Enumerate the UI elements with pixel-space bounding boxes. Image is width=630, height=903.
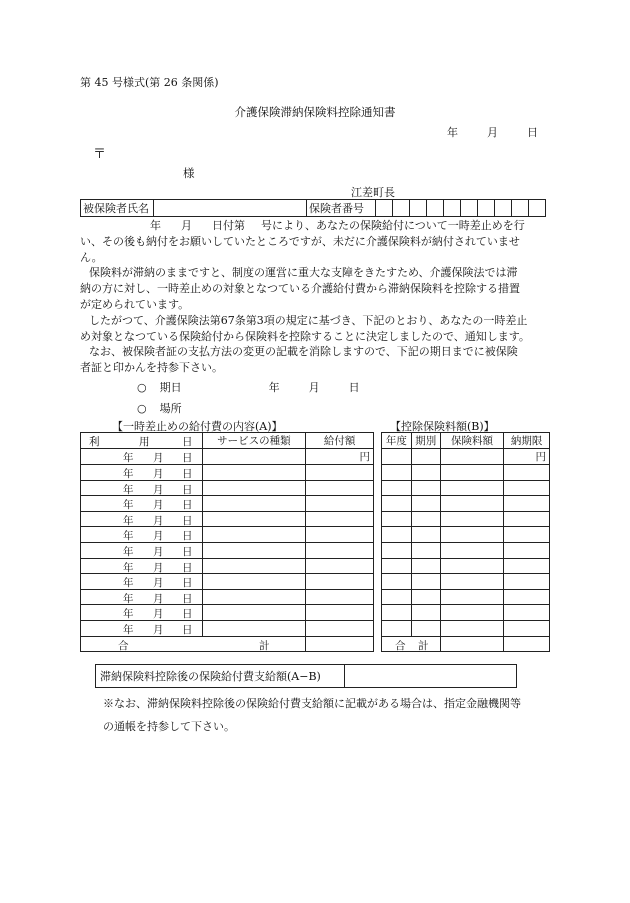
fiscal-year-cell[interactable]: [382, 558, 412, 574]
body-line: め対象となつている保険給付から保険料を控除することに決定しましたので、通知します。: [80, 329, 530, 343]
row-month: 月: [153, 577, 164, 590]
usage-date-header: [81, 433, 203, 449]
benefit-amount-cell[interactable]: [306, 511, 374, 527]
benefit-amount-cell[interactable]: [306, 465, 374, 481]
row-year: 年: [123, 530, 134, 543]
table-row: [81, 542, 374, 558]
body-line: が定められています。: [80, 297, 190, 311]
row-day: 日: [182, 545, 193, 558]
row-month: 月: [153, 452, 164, 464]
fiscal-year-cell[interactable]: [382, 465, 412, 481]
table-row: [382, 511, 550, 527]
row-year: 年: [123, 623, 134, 636]
deduction-table: [381, 432, 550, 652]
note-line: ※なお、滞納保険料控除後の保険給付費支給額に記載がある場合は、指定金融機関等: [103, 697, 521, 710]
payout-label: 滞納保険料控除後の保険給付費支給額(A−B): [96, 665, 345, 688]
total-row: [382, 636, 550, 652]
benefit-amount-cell[interactable]: [306, 496, 374, 512]
premium-amount-cell[interactable]: [440, 558, 504, 574]
period-cell[interactable]: [411, 558, 440, 574]
benefit-amount-cell[interactable]: [306, 605, 374, 621]
usage-date-cell[interactable]: [81, 465, 203, 481]
usage-date-cell[interactable]: [81, 574, 203, 590]
premium-amount-cell[interactable]: [440, 589, 504, 605]
row-year: 年: [123, 592, 134, 605]
table-row: [81, 620, 374, 636]
period-cell[interactable]: [411, 465, 440, 481]
issuer-name: 江差町長: [351, 186, 395, 199]
due-date-cell[interactable]: [504, 449, 550, 465]
service-type-cell[interactable]: [202, 449, 306, 465]
service-type-cell[interactable]: [202, 574, 306, 590]
period-cell[interactable]: [411, 542, 440, 558]
service-type-cell[interactable]: [202, 496, 306, 512]
table-row: [382, 527, 550, 543]
table-row: [81, 449, 374, 465]
due-month: 月: [308, 381, 320, 394]
insurer-number-digit[interactable]: [376, 200, 393, 217]
period-cell[interactable]: [411, 574, 440, 590]
body-line: 保険料が滞納のままですと、制度の運営に重大な支障をきたすため、介護保険法では滞: [89, 266, 518, 280]
header-char: 日: [182, 436, 193, 448]
benefit-amount-cell[interactable]: [306, 527, 374, 543]
row-year: 年: [123, 561, 134, 574]
insurer-number-digit[interactable]: [461, 200, 478, 217]
row-month: 月: [153, 608, 164, 621]
service-type-cell[interactable]: [202, 589, 306, 605]
issue-date: [447, 124, 538, 140]
insurer-number-label: 保険者番号: [307, 200, 376, 217]
row-year: 年: [123, 514, 134, 527]
date-day: 日: [527, 126, 538, 139]
table-a-caption: 【一時差止めの給付費の内容(A)】: [112, 420, 283, 433]
place-label: 場所: [159, 402, 182, 415]
total-row: [81, 636, 374, 652]
due-date-header: 納期限: [504, 433, 550, 449]
row-day: 日: [182, 608, 193, 621]
service-type-cell[interactable]: [202, 480, 306, 496]
body-text: 号により、あなたの保険給付について一時差止めを行: [261, 219, 525, 232]
fiscal-year-cell[interactable]: [382, 511, 412, 527]
due-date-cell[interactable]: [504, 558, 550, 574]
table-row: [382, 620, 550, 636]
insurer-number-digit[interactable]: [410, 200, 427, 217]
body-day: 日付第: [212, 219, 245, 232]
benefit-amount-header: 給付額: [306, 433, 374, 449]
row-month: 月: [153, 530, 164, 543]
usage-date-cell[interactable]: [81, 542, 203, 558]
insurer-number-digit[interactable]: [495, 200, 512, 217]
total-label: [382, 636, 441, 652]
usage-date-cell[interactable]: [81, 527, 203, 543]
table-row: [382, 480, 550, 496]
table-row: [382, 589, 550, 605]
total-premium-cell[interactable]: [440, 636, 504, 652]
period-cell[interactable]: [411, 496, 440, 512]
table-row: [382, 542, 550, 558]
place-marker: ○: [137, 402, 147, 415]
row-year: 年: [123, 499, 134, 512]
due-day: 日: [348, 381, 360, 394]
table-row: [81, 465, 374, 481]
benefit-amount-cell[interactable]: [306, 542, 374, 558]
table-header-row: [382, 433, 550, 449]
period-cell[interactable]: [411, 605, 440, 621]
premium-amount-cell[interactable]: [440, 449, 504, 465]
row-year: 年: [123, 545, 134, 558]
benefit-amount-cell[interactable]: [306, 589, 374, 605]
postal-mark: 〒: [93, 147, 107, 162]
premium-amount-cell[interactable]: [440, 605, 504, 621]
total-char: 計: [259, 639, 270, 652]
service-type-cell[interactable]: [202, 558, 306, 574]
table-row: [81, 511, 374, 527]
date-year: 年: [447, 126, 458, 139]
usage-date-cell[interactable]: [81, 558, 203, 574]
service-type-header: サービスの種類: [202, 433, 306, 449]
premium-amount-cell[interactable]: [440, 511, 504, 527]
insurer-number-digit[interactable]: [478, 200, 495, 217]
service-type-cell[interactable]: [202, 542, 306, 558]
body-month: 月: [181, 219, 192, 232]
benefit-amount-cell[interactable]: [306, 558, 374, 574]
yen-unit: 円: [535, 451, 546, 463]
body-line: したがつて、介護保険法第67条第3項の規定に基づき、下記のとおり、あなたの一時差止: [89, 313, 528, 327]
service-type-cell[interactable]: [202, 511, 306, 527]
table-row: [382, 574, 550, 590]
premium-amount-header: 保険料額: [440, 433, 504, 449]
row-month: 月: [153, 483, 164, 496]
premium-amount-cell[interactable]: [440, 527, 504, 543]
payout-table: [95, 664, 517, 688]
row-day: 日: [182, 623, 193, 636]
due-date-cell[interactable]: [504, 480, 550, 496]
due-marker: ○: [137, 381, 147, 394]
insurer-number-digit[interactable]: [529, 200, 546, 217]
note-line: の通帳を持参して下さい。: [103, 720, 235, 733]
period-cell[interactable]: [411, 589, 440, 605]
table-row: [81, 605, 374, 621]
benefit-table: [80, 432, 374, 652]
due-date-cell[interactable]: [504, 574, 550, 590]
row-day: 日: [182, 483, 193, 496]
total-due-cell[interactable]: [504, 636, 550, 652]
total-amount-cell[interactable]: [306, 636, 374, 652]
benefit-amount-cell[interactable]: [306, 449, 374, 465]
fiscal-year-cell[interactable]: [382, 449, 412, 465]
table-row: [81, 496, 374, 512]
period-cell[interactable]: [411, 620, 440, 636]
row-year: 年: [123, 452, 134, 464]
row-month: 月: [153, 514, 164, 527]
document-title: 介護保険滞納保険料控除通知書: [234, 105, 396, 119]
row-year: 年: [123, 483, 134, 496]
row-day: 日: [182, 452, 193, 464]
table-b-caption: 【控除保険料額(B)】: [390, 420, 495, 433]
place-item: [137, 400, 182, 416]
row-day: 日: [182, 561, 193, 574]
due-date-cell[interactable]: [504, 465, 550, 481]
benefit-amount-cell[interactable]: [306, 480, 374, 496]
benefit-amount-cell[interactable]: [306, 620, 374, 636]
notice-body: [80, 218, 555, 376]
payout-amount-field[interactable]: [345, 665, 517, 688]
body-line: なお、被保険者証の支払方法の変更の記載を消除しますので、下記の期日までに被保険: [89, 345, 518, 359]
usage-date-cell[interactable]: [81, 496, 203, 512]
due-date-cell[interactable]: [504, 527, 550, 543]
note: [103, 692, 563, 738]
table-row: [81, 527, 374, 543]
service-type-cell[interactable]: [202, 620, 306, 636]
fiscal-year-cell[interactable]: [382, 542, 412, 558]
table-row: [81, 574, 374, 590]
service-type-cell[interactable]: [202, 605, 306, 621]
due-year: 年: [268, 381, 280, 394]
benefit-amount-cell[interactable]: [306, 574, 374, 590]
period-cell[interactable]: [411, 511, 440, 527]
insurer-number-digit[interactable]: [393, 200, 410, 217]
total-char: 合: [118, 639, 129, 652]
insured-id-table: [80, 199, 546, 217]
row-day: 日: [182, 468, 193, 480]
usage-date-cell[interactable]: [81, 511, 203, 527]
table-row: [81, 589, 374, 605]
row-day: 日: [182, 514, 193, 527]
row-year: 年: [123, 577, 134, 590]
total-char: 合: [395, 639, 406, 652]
body-line: 納の方に対し、一時差止めの対象となつている介護給付費から滞納保険料を控除する措置: [80, 282, 520, 296]
period-cell[interactable]: [411, 449, 440, 465]
table-header-row: [81, 433, 374, 449]
fiscal-year-header: 年度: [382, 433, 412, 449]
period-header: 期別: [411, 433, 440, 449]
table-row: [382, 465, 550, 481]
row-month: 月: [153, 545, 164, 558]
due-date-cell[interactable]: [504, 605, 550, 621]
insured-name-label: 被保険者氏名: [81, 200, 154, 217]
usage-date-cell[interactable]: [81, 620, 203, 636]
header-char: 用: [139, 436, 150, 448]
premium-amount-cell[interactable]: [440, 496, 504, 512]
table-row: [382, 605, 550, 621]
usage-date-cell[interactable]: [81, 605, 203, 621]
service-type-cell[interactable]: [202, 527, 306, 543]
body-year: 年: [150, 219, 161, 232]
usage-date-cell[interactable]: [81, 480, 203, 496]
honorific: 様: [183, 166, 195, 180]
premium-amount-cell[interactable]: [440, 542, 504, 558]
due-date-cell[interactable]: [504, 511, 550, 527]
row-month: 月: [153, 623, 164, 636]
due-date-item: [137, 379, 360, 395]
due-date-cell[interactable]: [504, 542, 550, 558]
body-line: 者証と印かんを持参下さい。: [80, 361, 223, 375]
fiscal-year-cell[interactable]: [382, 574, 412, 590]
premium-amount-cell[interactable]: [440, 620, 504, 636]
insurer-number-digit[interactable]: [512, 200, 529, 217]
table-row: [382, 496, 550, 512]
period-cell[interactable]: [411, 480, 440, 496]
due-date-cell[interactable]: [504, 589, 550, 605]
fiscal-year-cell[interactable]: [382, 605, 412, 621]
table-row: [81, 558, 374, 574]
table-row: [81, 480, 374, 496]
insurer-number-digit[interactable]: [427, 200, 444, 217]
header-char: 利: [89, 436, 100, 448]
row-day: 日: [182, 499, 193, 512]
service-type-cell[interactable]: [202, 465, 306, 481]
fiscal-year-cell[interactable]: [382, 480, 412, 496]
fiscal-year-cell[interactable]: [382, 620, 412, 636]
row-day: 日: [182, 592, 193, 605]
premium-amount-cell[interactable]: [440, 480, 504, 496]
body-line: い、その後も納付をお願いしていたところですが、未だに介護保険料が納付されていませ: [80, 234, 520, 248]
fiscal-year-cell[interactable]: [382, 527, 412, 543]
date-month: 月: [487, 126, 498, 139]
table-row: [382, 449, 550, 465]
row-month: 月: [153, 468, 164, 480]
due-date-cell[interactable]: [504, 496, 550, 512]
due-date-cell[interactable]: [504, 620, 550, 636]
fiscal-year-cell[interactable]: [382, 589, 412, 605]
usage-date-cell[interactable]: [81, 589, 203, 605]
row-month: 月: [153, 592, 164, 605]
row-day: 日: [182, 577, 193, 590]
row-year: 年: [123, 608, 134, 621]
usage-date-cell[interactable]: [81, 449, 203, 465]
total-char: 計: [418, 639, 429, 652]
premium-amount-cell[interactable]: [440, 465, 504, 481]
yen-unit: 円: [359, 451, 370, 463]
fiscal-year-cell[interactable]: [382, 496, 412, 512]
insured-name-field[interactable]: [154, 200, 307, 217]
premium-amount-cell[interactable]: [440, 574, 504, 590]
body-line: ん。: [80, 250, 103, 264]
body-line: [80, 218, 555, 234]
row-month: 月: [153, 499, 164, 512]
table-row: [382, 558, 550, 574]
row-year: 年: [123, 468, 134, 480]
row-month: 月: [153, 561, 164, 574]
period-cell[interactable]: [411, 527, 440, 543]
row-day: 日: [182, 530, 193, 543]
total-label: [81, 636, 306, 652]
form-number: 第 45 号様式(第 26 条関係): [80, 76, 219, 89]
due-label: 期日: [159, 381, 182, 394]
insurer-number-digit[interactable]: [444, 200, 461, 217]
